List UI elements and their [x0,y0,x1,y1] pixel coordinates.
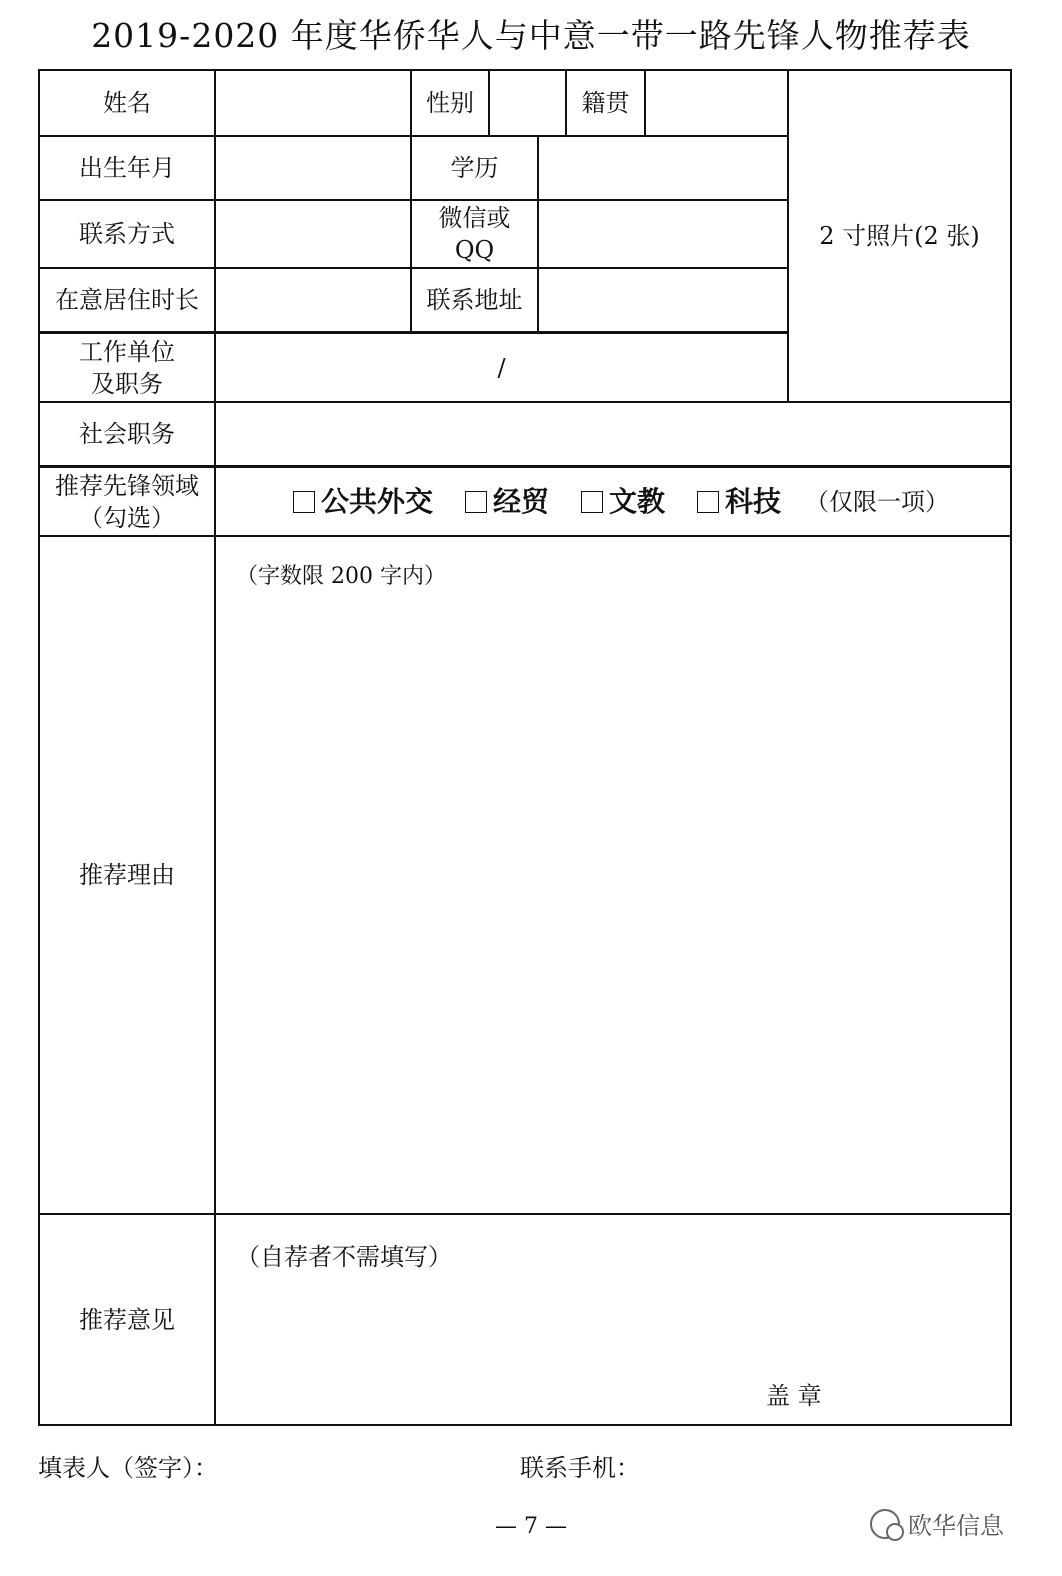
checkbox-icon[interactable] [581,491,603,513]
reason-hint: （字数限 200 字内） [236,564,446,589]
education-field[interactable] [539,137,787,199]
work-label-line2: 及职务 [91,369,163,398]
checkbox-icon[interactable] [697,491,719,513]
education-label: 学历 [450,154,499,182]
origin-label: 籍贯 [581,89,630,117]
recommendation-form [38,69,1012,1426]
social-field[interactable] [216,403,1010,465]
watermark-text: 欧华信息 [908,1512,1004,1540]
social-label: 社会职务 [79,420,175,448]
option-label: 文教 [609,484,666,518]
work-field[interactable]: / [497,353,506,382]
wechat-label [412,201,537,267]
origin-field[interactable] [646,71,787,135]
name-field[interactable] [216,71,410,135]
contact-phone-label: 联系手机： [520,1454,640,1482]
option-culture-education[interactable] [581,486,665,518]
seal-text: 盖 章 [766,1382,822,1410]
watermark [870,1506,1004,1541]
contact-label: 联系方式 [79,220,175,248]
reason-field[interactable] [216,537,1010,1213]
chat-bubble-icon [870,1509,900,1539]
option-economy-trade[interactable] [465,486,549,518]
work-label-line1: 工作单位 [79,337,175,366]
residence-field[interactable] [216,269,410,331]
birth-label: 出生年月 [79,154,175,182]
filler-signature-label: 填表人（签字）： [38,1454,218,1482]
checkbox-icon[interactable] [465,491,487,513]
option-note: （仅限一项） [805,487,950,516]
wechat-field[interactable] [539,201,787,267]
residence-label: 在意居住时长 [55,286,199,314]
wechat-label-line1: 微信或 [438,204,511,232]
option-science-technology[interactable] [697,486,781,518]
birth-field[interactable] [216,137,410,199]
opinion-label: 推荐意见 [79,1306,175,1334]
work-label [40,334,214,401]
gender-label: 性别 [426,89,474,117]
address-label: 联系地址 [426,286,523,314]
field-label-line2: （勾选） [79,503,175,532]
contact-field[interactable] [216,201,410,267]
photo-placeholder[interactable]: 2 寸照片(2 张) [819,222,980,250]
page-number: — 7 — [495,1514,567,1539]
wechat-label-line2: QQ [454,236,495,264]
name-label: 姓名 [103,89,151,117]
option-public-diplomacy[interactable] [293,486,433,518]
option-label: 经贸 [492,484,549,518]
option-label: 科技 [725,484,782,518]
page-title: 2019-2020 年度华侨华人与中意一带一路先锋人物推荐表 [91,16,971,55]
field-label-line1: 推荐先锋领域 [55,471,199,500]
checkbox-icon[interactable] [293,491,315,513]
option-label: 公共外交 [320,484,433,518]
field-options [216,468,1010,535]
opinion-hint: （自荐者不需填写） [236,1243,452,1271]
reason-label: 推荐理由 [79,861,175,889]
address-field[interactable] [539,269,787,331]
field-label [40,468,214,535]
gender-field[interactable] [490,71,565,135]
